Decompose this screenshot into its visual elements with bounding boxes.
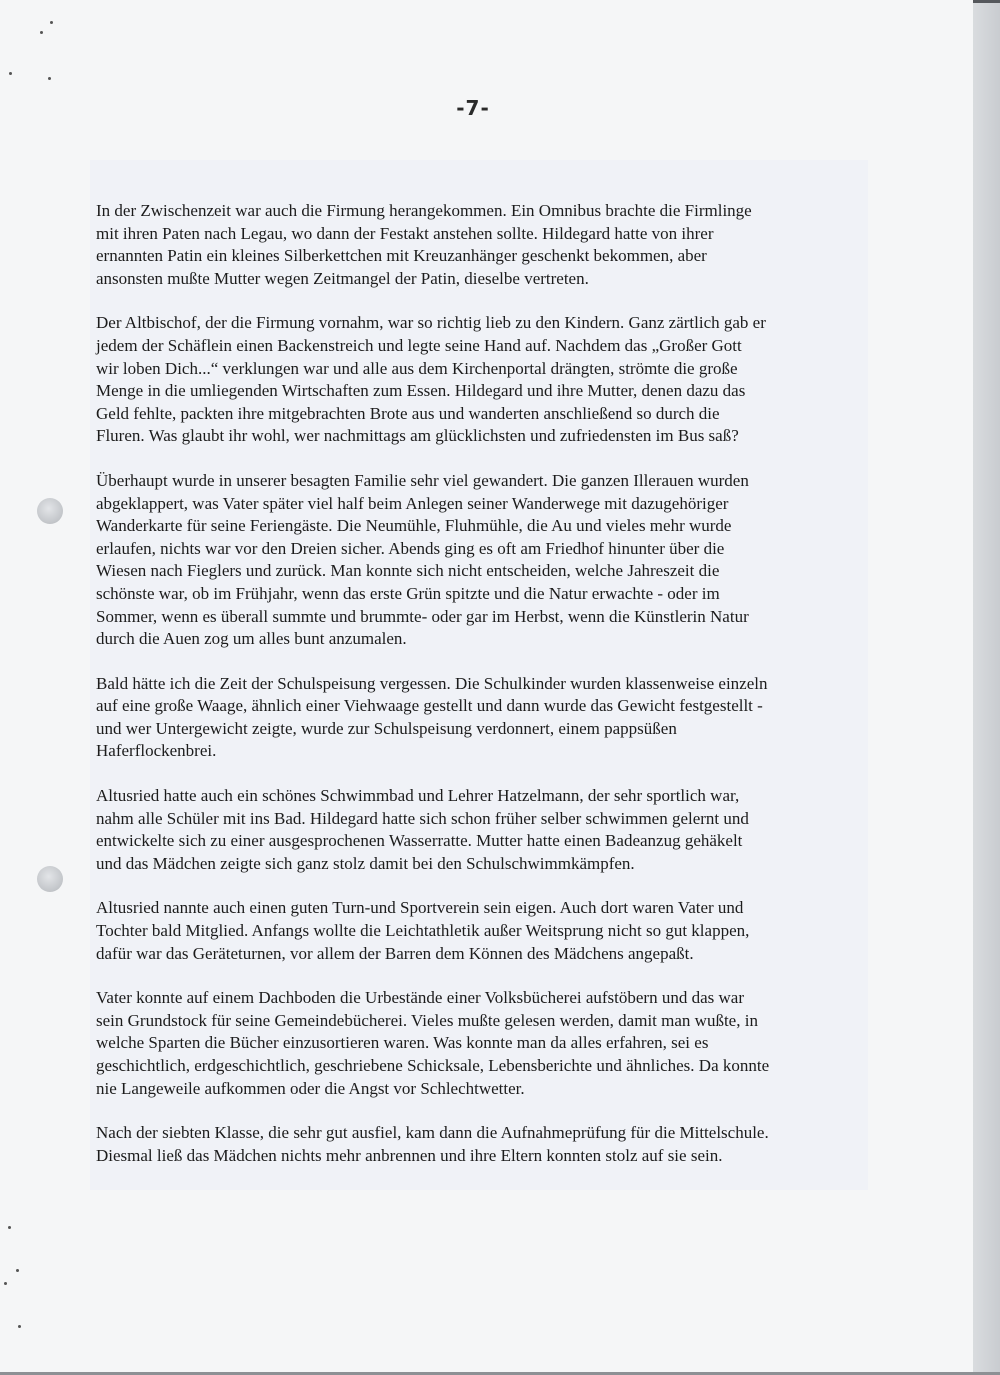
text-line: nahm alle Schüler mit ins Bad. Hildegard hatte sich schon früher selber schwimmen gelernt und [96, 808, 749, 828]
text-line: Bald hätte ich die Zeit der Schulspeisung vergessen. Die Schulkinder wurden klassenweise einzeln [96, 673, 768, 693]
text-line: welche Sparten die Bücher einzusortieren waren. Was konnte man da alles erfahren, sei es [96, 1033, 709, 1053]
scan-speck [18, 1325, 21, 1328]
scan-speck [8, 1226, 11, 1229]
paragraph-buecherei [96, 987, 876, 1100]
text-line: schönste war, ob im Frühjahr, wenn das erste Grün spitzte und die Natur erwachte - oder im [96, 583, 720, 603]
text-line: In der Zwischenzeit war auch die Firmung herangekommen. Ein Omnibus brachte die Firmlinge [96, 201, 752, 220]
text-line: sein Grundstock für seine Gemeindebücherei. Vieles mußte gelesen werden, damit man wußte, in [96, 1010, 758, 1030]
text-line: Wanderkarte für seine Feriengäste. Die Neumühle, Fluhmühle, die Au und vieles mehr wurde [96, 516, 732, 536]
text-line: Fluren. Was glaubt ihr wohl, wer nachmittags am glücklichsten und zufriedensten im Bus saß? [96, 426, 739, 446]
text-line: nie Langeweile aufkommen oder die Angst vor Schlechtwetter. [96, 1078, 525, 1098]
punch-hole-bottom [37, 866, 63, 892]
text-line: ansonsten mußte Mutter wegen Zeitmangel der Patin, dieselbe vertreten. [96, 268, 589, 288]
text-line: Altusried hatte auch ein schönes Schwimmbad und Lehrer Hatzelmann, der sehr sportlich war, [96, 786, 740, 806]
text-line: und wer Untergewicht zeigte, wurde zur Schulspeisung verdonnert, einem pappsüßen [96, 718, 677, 738]
punch-hole-top [37, 498, 63, 524]
text-line: Geld fehlte, packten ihre mitgebrachten Brote aus und wanderten anschließend so durch die [96, 403, 720, 423]
text-line: geschichtlich, erdgeschichtlich, geschriebene Schicksale, Lebensberichte und ähnliches. Da konnte [96, 1056, 770, 1075]
paragraph-wandern [96, 470, 876, 651]
text-line: erlaufen, nichts war vor den Dreien sicher. Abends ging es oft am Friedhof hinunter über die [96, 538, 725, 558]
scan-edge [973, 0, 1000, 1375]
paragraph-sportverein [96, 897, 876, 965]
scan-speck [48, 77, 51, 80]
text-line: Vater konnte auf einem Dachboden die Urbestände einer Volksbücherei aufstöbern und das war [96, 988, 744, 1008]
page-number: -7- [456, 96, 490, 120]
text-line: Überhaupt wurde in unserer besagten Familie sehr viel gewandert. Die ganzen Illerauen wurden [96, 470, 749, 490]
text-line: dafür war das Geräteturnen, vor allem der Barren dem Können des Mädchens angepaßt. [96, 943, 694, 963]
scan-edge-top [973, 0, 1000, 3]
scan-speck [40, 31, 43, 34]
text-line: durch die Auen zog um alles bunt anzumalen. [96, 629, 407, 649]
text-line: auf eine große Waage, ähnlich einer Viehwaage gestellt und dann wurde das Gewicht festgestellt - [96, 696, 763, 716]
text-line: wir loben Dich...“ verklungen war und alle aus dem Kirchenportal drängten, strömte die große [96, 358, 738, 378]
text-line: entwickelte sich zu einer ausgesprochenen Wasserratte. Mutter hatte einen Badeanzug gehäkelt [96, 831, 743, 851]
text-line: Tochter bald Mitglied. Anfangs wollte die Leichtathletik außer Weitsprung nicht so gut klappen, [96, 921, 750, 941]
text-line: ernannten Patin ein kleines Silberkettchen mit Kreuzanhänger geschenkt bekommen, aber [96, 246, 707, 266]
text-line: und das Mädchen zeigte sich ganz stolz damit bei den Schulschwimmkämpfen. [96, 853, 635, 873]
text-line: Altusried nannte auch einen guten Turn-und Sportverein sein eigen. Auch dort waren Vater und [96, 898, 744, 918]
scan-speck [9, 72, 12, 75]
scan-speck [50, 21, 53, 24]
text-line: jedem der Schäflein einen Backenstreich und legte seine Hand auf. Nachdem das „Großer Gott [96, 335, 742, 355]
text-line: Nach der siebten Klasse, die sehr gut ausfiel, kam dann die Aufnahmeprüfung für die Mittelschule. [96, 1123, 769, 1143]
text-line: Diesmal ließ das Mädchen nichts mehr anbrennen und ihre Eltern konnten stolz auf sie sein. [96, 1145, 723, 1165]
paragraph-mittelschule [96, 1122, 876, 1167]
text-line: Menge in die umliegenden Wirtschaften zum Essen. Hildegard und ihre Mutter, denen dazu das [96, 381, 746, 401]
scan-speck [16, 1269, 19, 1272]
text-line: Wiesen nach Fieglers und zurück. Man konnte sich nicht entscheiden, welche Jahreszeit die [96, 561, 720, 581]
text-line: Haferflockenbrei. [96, 741, 217, 761]
paragraph-altbischof [96, 312, 876, 448]
text-line: Der Altbischof, der die Firmung vornahm, war so richtig lieb zu den Kindern. Ganz zärtlich gab er [96, 313, 766, 333]
paragraph-schwimmbad [96, 785, 876, 875]
text-line: abgeklappert, was Vater später viel half beim Anlegen seiner Wanderwege mit dazugehöriger [96, 493, 729, 513]
document-body [96, 200, 876, 1167]
paragraph-firmung [96, 200, 876, 290]
text-line: mit ihren Paten nach Legau, wo dann der Festakt anstehen sollte. Hildegard hatte von ihrer [96, 223, 714, 243]
paragraph-schulspeisung [96, 673, 876, 763]
text-line: Sommer, wenn es überall summte und brummte- oder gar im Herbst, wenn die Künstlerin Natur [96, 606, 749, 626]
scan-speck [4, 1282, 7, 1285]
